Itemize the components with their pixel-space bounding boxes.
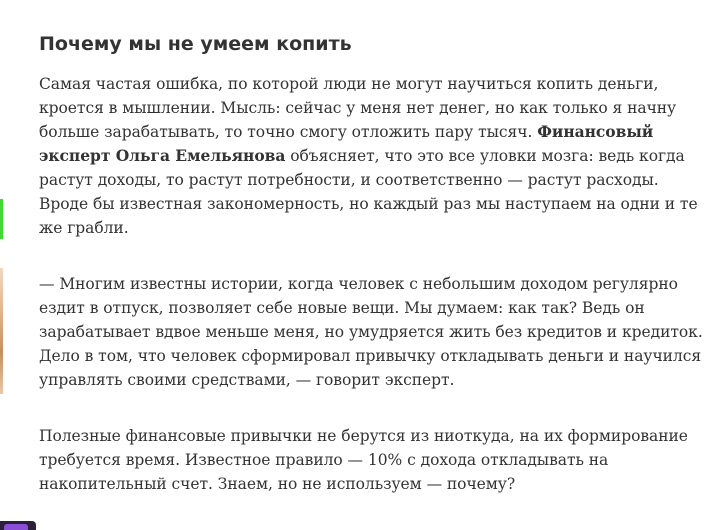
left-edge-accent <box>0 199 3 239</box>
expert-name: Финансовый эксперт Ольга Емельянова <box>39 122 654 165</box>
paragraph-1-rest: объясняет, что это все уловки мозга: ведь когда растут доходы, то растут потребности, и соответственно — растут расходы. Вроде бы известная закономерность, но каждый раз мы наступаем на одни и те же грабли. <box>39 147 698 237</box>
left-edge-image-strip <box>0 268 3 394</box>
paragraph-3: Полезные финансовые привычки не берутся из ниоткуда, на их формирование требуется время. Известное правило — 10% с дохода откладывать на накопительный счет. Знаем, но не используем — почему? <box>39 427 688 493</box>
paragraph-2-quote: — Многим известны истории, когда человек с небольшим доходом регулярно ездит в отпуск, позволяет себе новые вещи. Мы думаем: как так? Ведь он зарабатывает вдвое меньше меня, но умудряется жить без кредитов и кредиток. Дело в том, что человек сформировал привычку откладывать деньги и научился управлять своими средствами, — говорит эксперт. <box>39 275 703 389</box>
paragraph-1 <box>39 72 709 240</box>
bottom-left-widget[interactable] <box>0 521 36 530</box>
paragraph-1-intro: Самая частая ошибка, по которой люди не могут научиться копить деньги, кроется в мышлении. Мысль: сейчас у меня нет денег, но как только я начну больше зарабатывать, то точно смогу отложить пару тысяч. <box>39 75 677 141</box>
section-title: Почему мы не умеем копить <box>39 33 352 55</box>
article-body <box>39 30 709 528</box>
